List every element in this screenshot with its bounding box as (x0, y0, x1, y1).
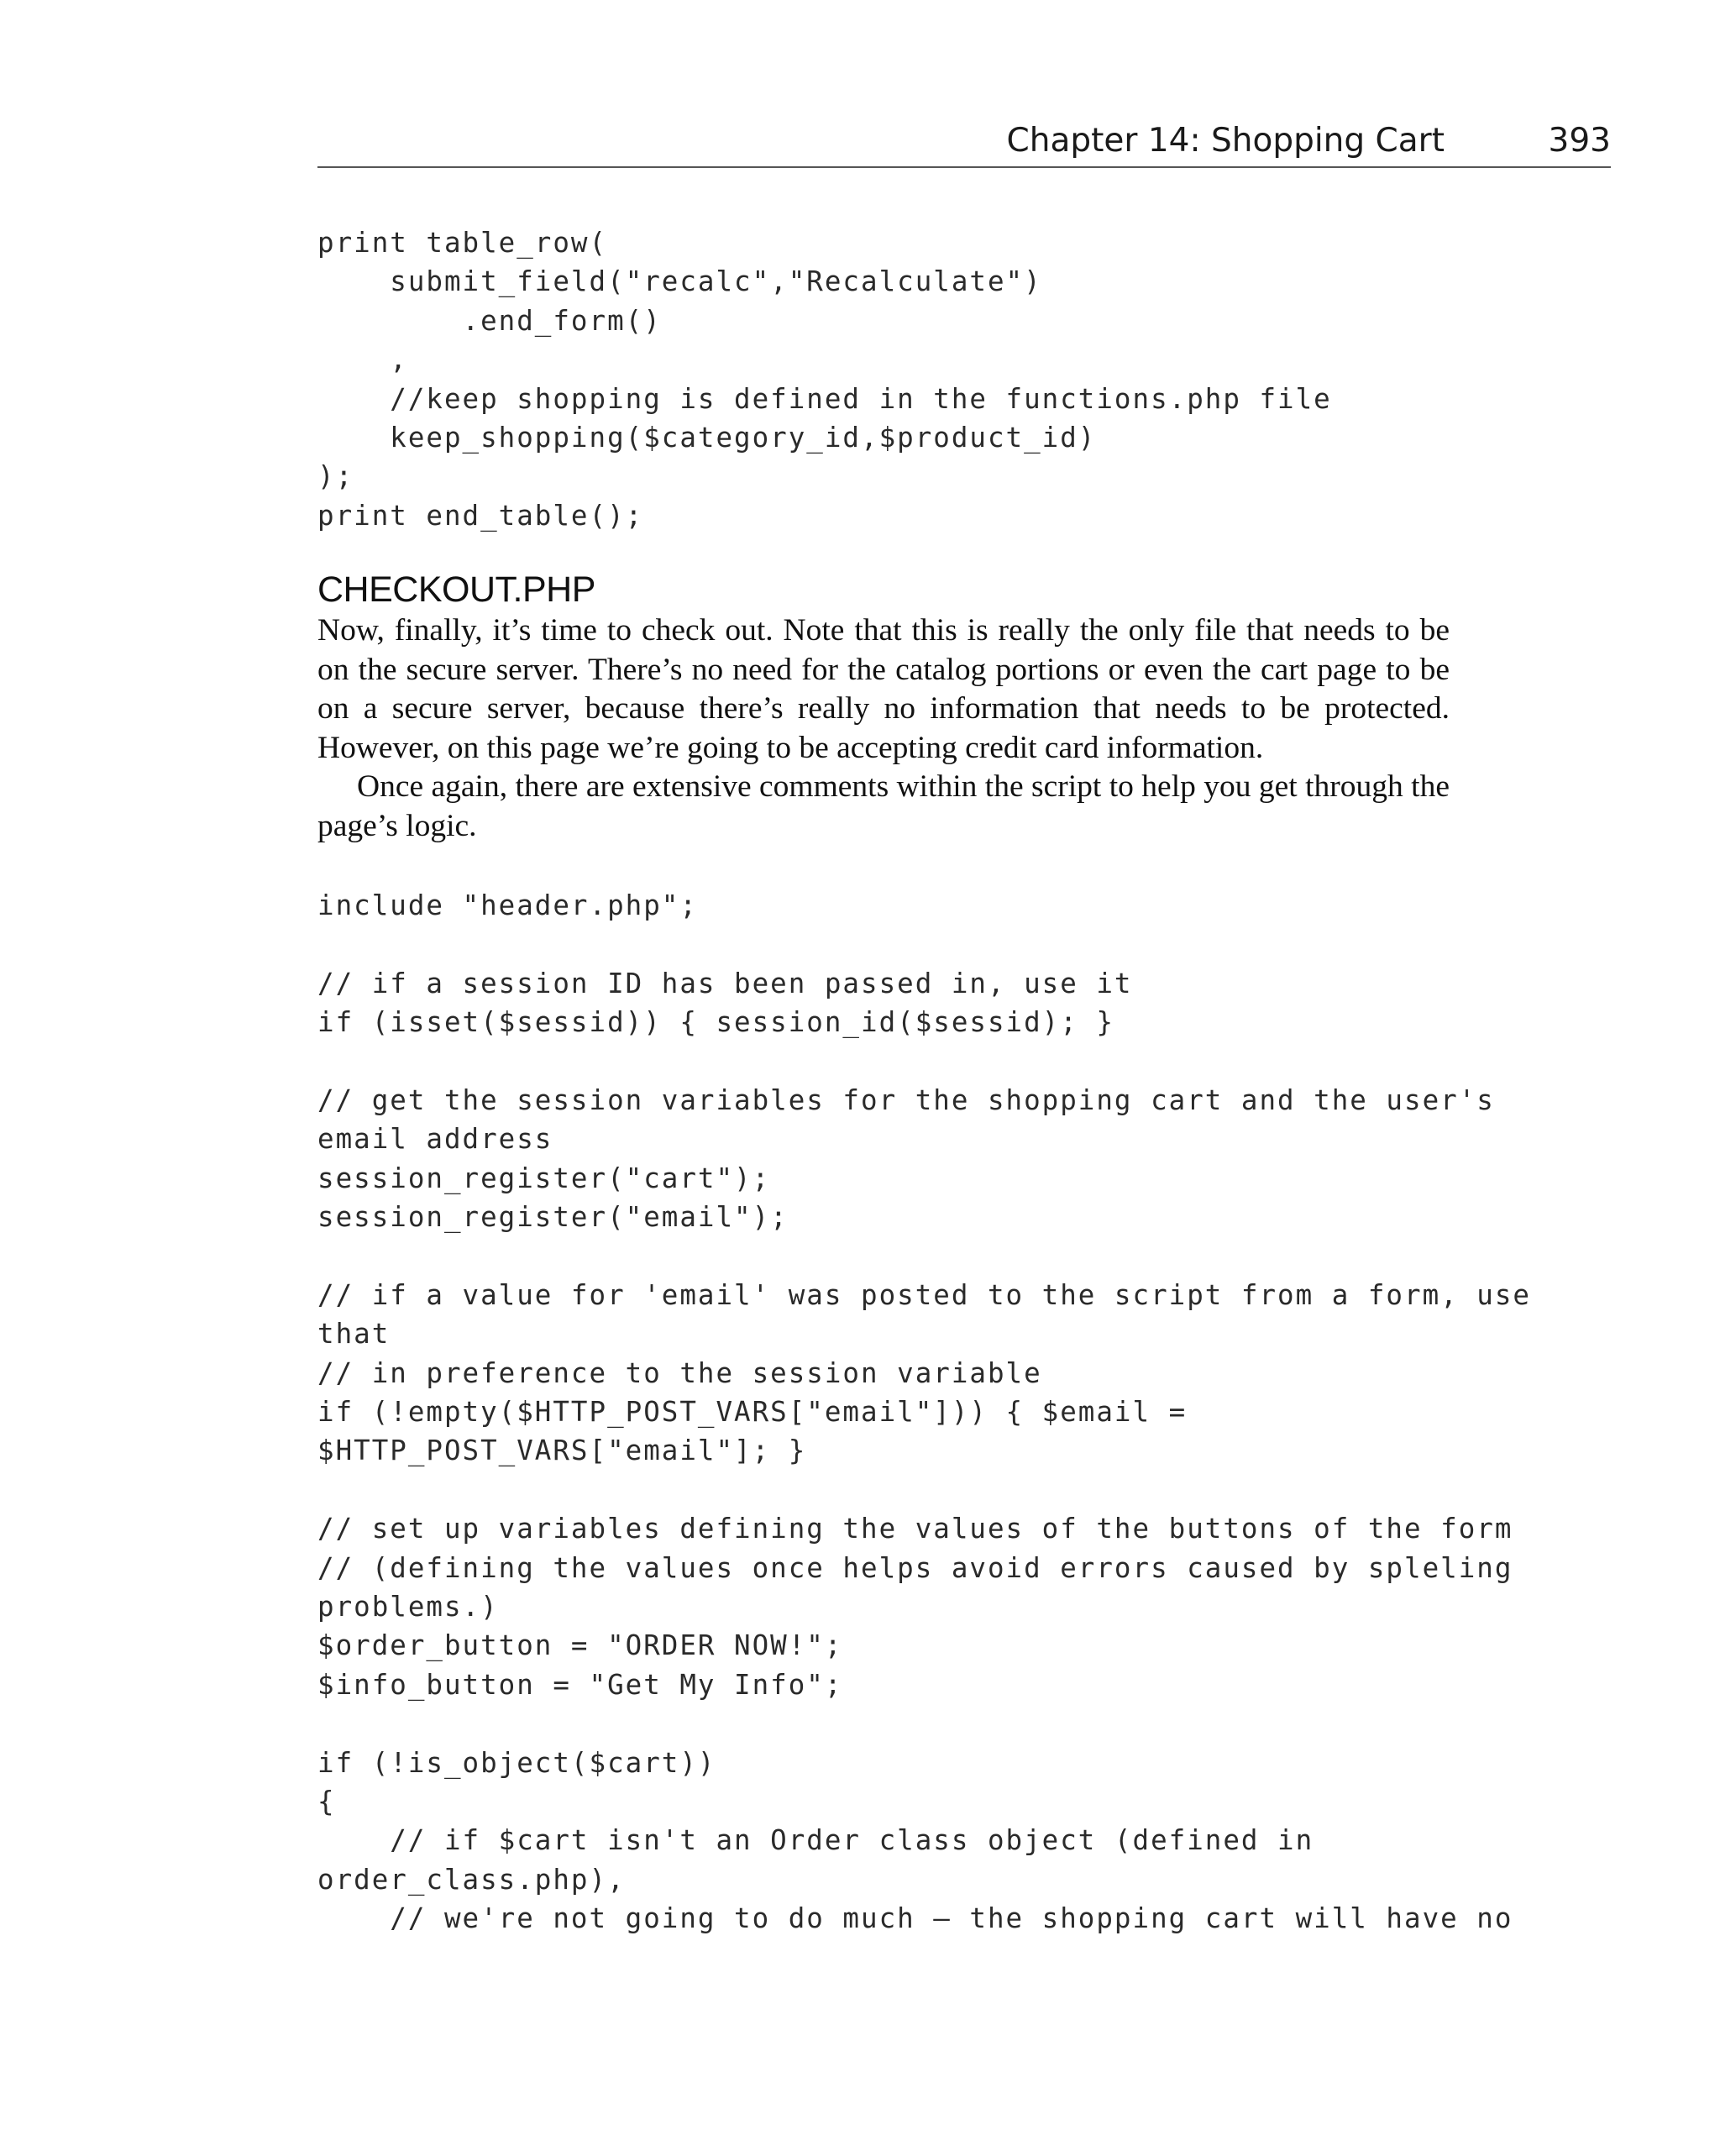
running-head: Chapter 14: Shopping Cart (1006, 122, 1445, 160)
code-block-checkout (317, 886, 1531, 1938)
code-line (317, 1042, 1531, 1081)
page-header (317, 116, 1611, 168)
code-line: // get the session variables for the shopping cart and the user's (317, 1083, 1495, 1116)
code-line: // set up variables defining the values of the buttons of the form (317, 1513, 1513, 1545)
code-line: ); (317, 460, 354, 493)
code-line: { (317, 1785, 336, 1818)
code-line (317, 1704, 1531, 1743)
code-line: // in preference to the session variable (317, 1356, 1042, 1389)
code-line (317, 1471, 1531, 1509)
code-line: email address (317, 1123, 553, 1156)
code-line: problems.) (317, 1591, 499, 1624)
code-line: session_register("email"); (317, 1201, 789, 1234)
code-line (317, 1237, 1531, 1276)
code-line: //keep shopping is defined in the functions.php file (317, 382, 1332, 415)
code-line: order_class.php), (317, 1863, 626, 1896)
code-line: // we're not going to do much – the shopping cart will have no (317, 1902, 1513, 1935)
body-paragraph-comments: Once again, there are extensive comments within the script to help you get through the page’s logic. (317, 769, 1450, 843)
code-line: submit_field("recalc","Recalculate") (317, 265, 1042, 298)
code-line: // if $cart isn't an Order class object (defined in (317, 1824, 1314, 1857)
code-block-table-row (317, 223, 1332, 535)
code-line: $HTTP_POST_VARS["email"]; } (317, 1435, 807, 1467)
code-line: $order_button = "ORDER NOW!"; (317, 1629, 843, 1662)
code-line: print end_table(); (317, 499, 644, 532)
code-line: that (317, 1318, 391, 1351)
code-line: // if a value for 'email' was posted to the script from a form, use (317, 1278, 1531, 1311)
code-line: print table_row( (317, 227, 608, 259)
code-line: if (!empty($HTTP_POST_VARS["email"])) { $email = (317, 1396, 1188, 1429)
code-line: .end_form() (317, 304, 662, 337)
code-line (317, 925, 1531, 963)
code-line: // if a session ID has been passed in, use it (317, 967, 1133, 999)
code-line: // (defining the values once helps avoid errors caused by spleling (317, 1551, 1513, 1584)
code-line: keep_shopping($category_id,$product_id) (317, 421, 1097, 454)
page-number: 393 (1548, 122, 1611, 160)
code-line: $info_button = "Get My Info"; (317, 1668, 843, 1701)
code-line: include "header.php"; (317, 889, 698, 921)
code-line: if (!is_object($cart)) (317, 1746, 716, 1779)
code-line: session_register("cart"); (317, 1162, 771, 1194)
section-heading: CHECKOUT.PHP (317, 569, 595, 610)
code-line: if (isset($sessid)) { session_id($sessid); } (317, 1006, 1114, 1039)
body-paragraph-intro: Now, finally, it’s time to check out. Note that this is really the only file that needs to be on the secure server. There’s no need for the catalog portions or even the cart page to be on a secure server, because there’s really no information that needs to be protected. However, on this page we’re going to be accepting credit card information. (317, 613, 1450, 765)
code-line: , (317, 344, 408, 376)
